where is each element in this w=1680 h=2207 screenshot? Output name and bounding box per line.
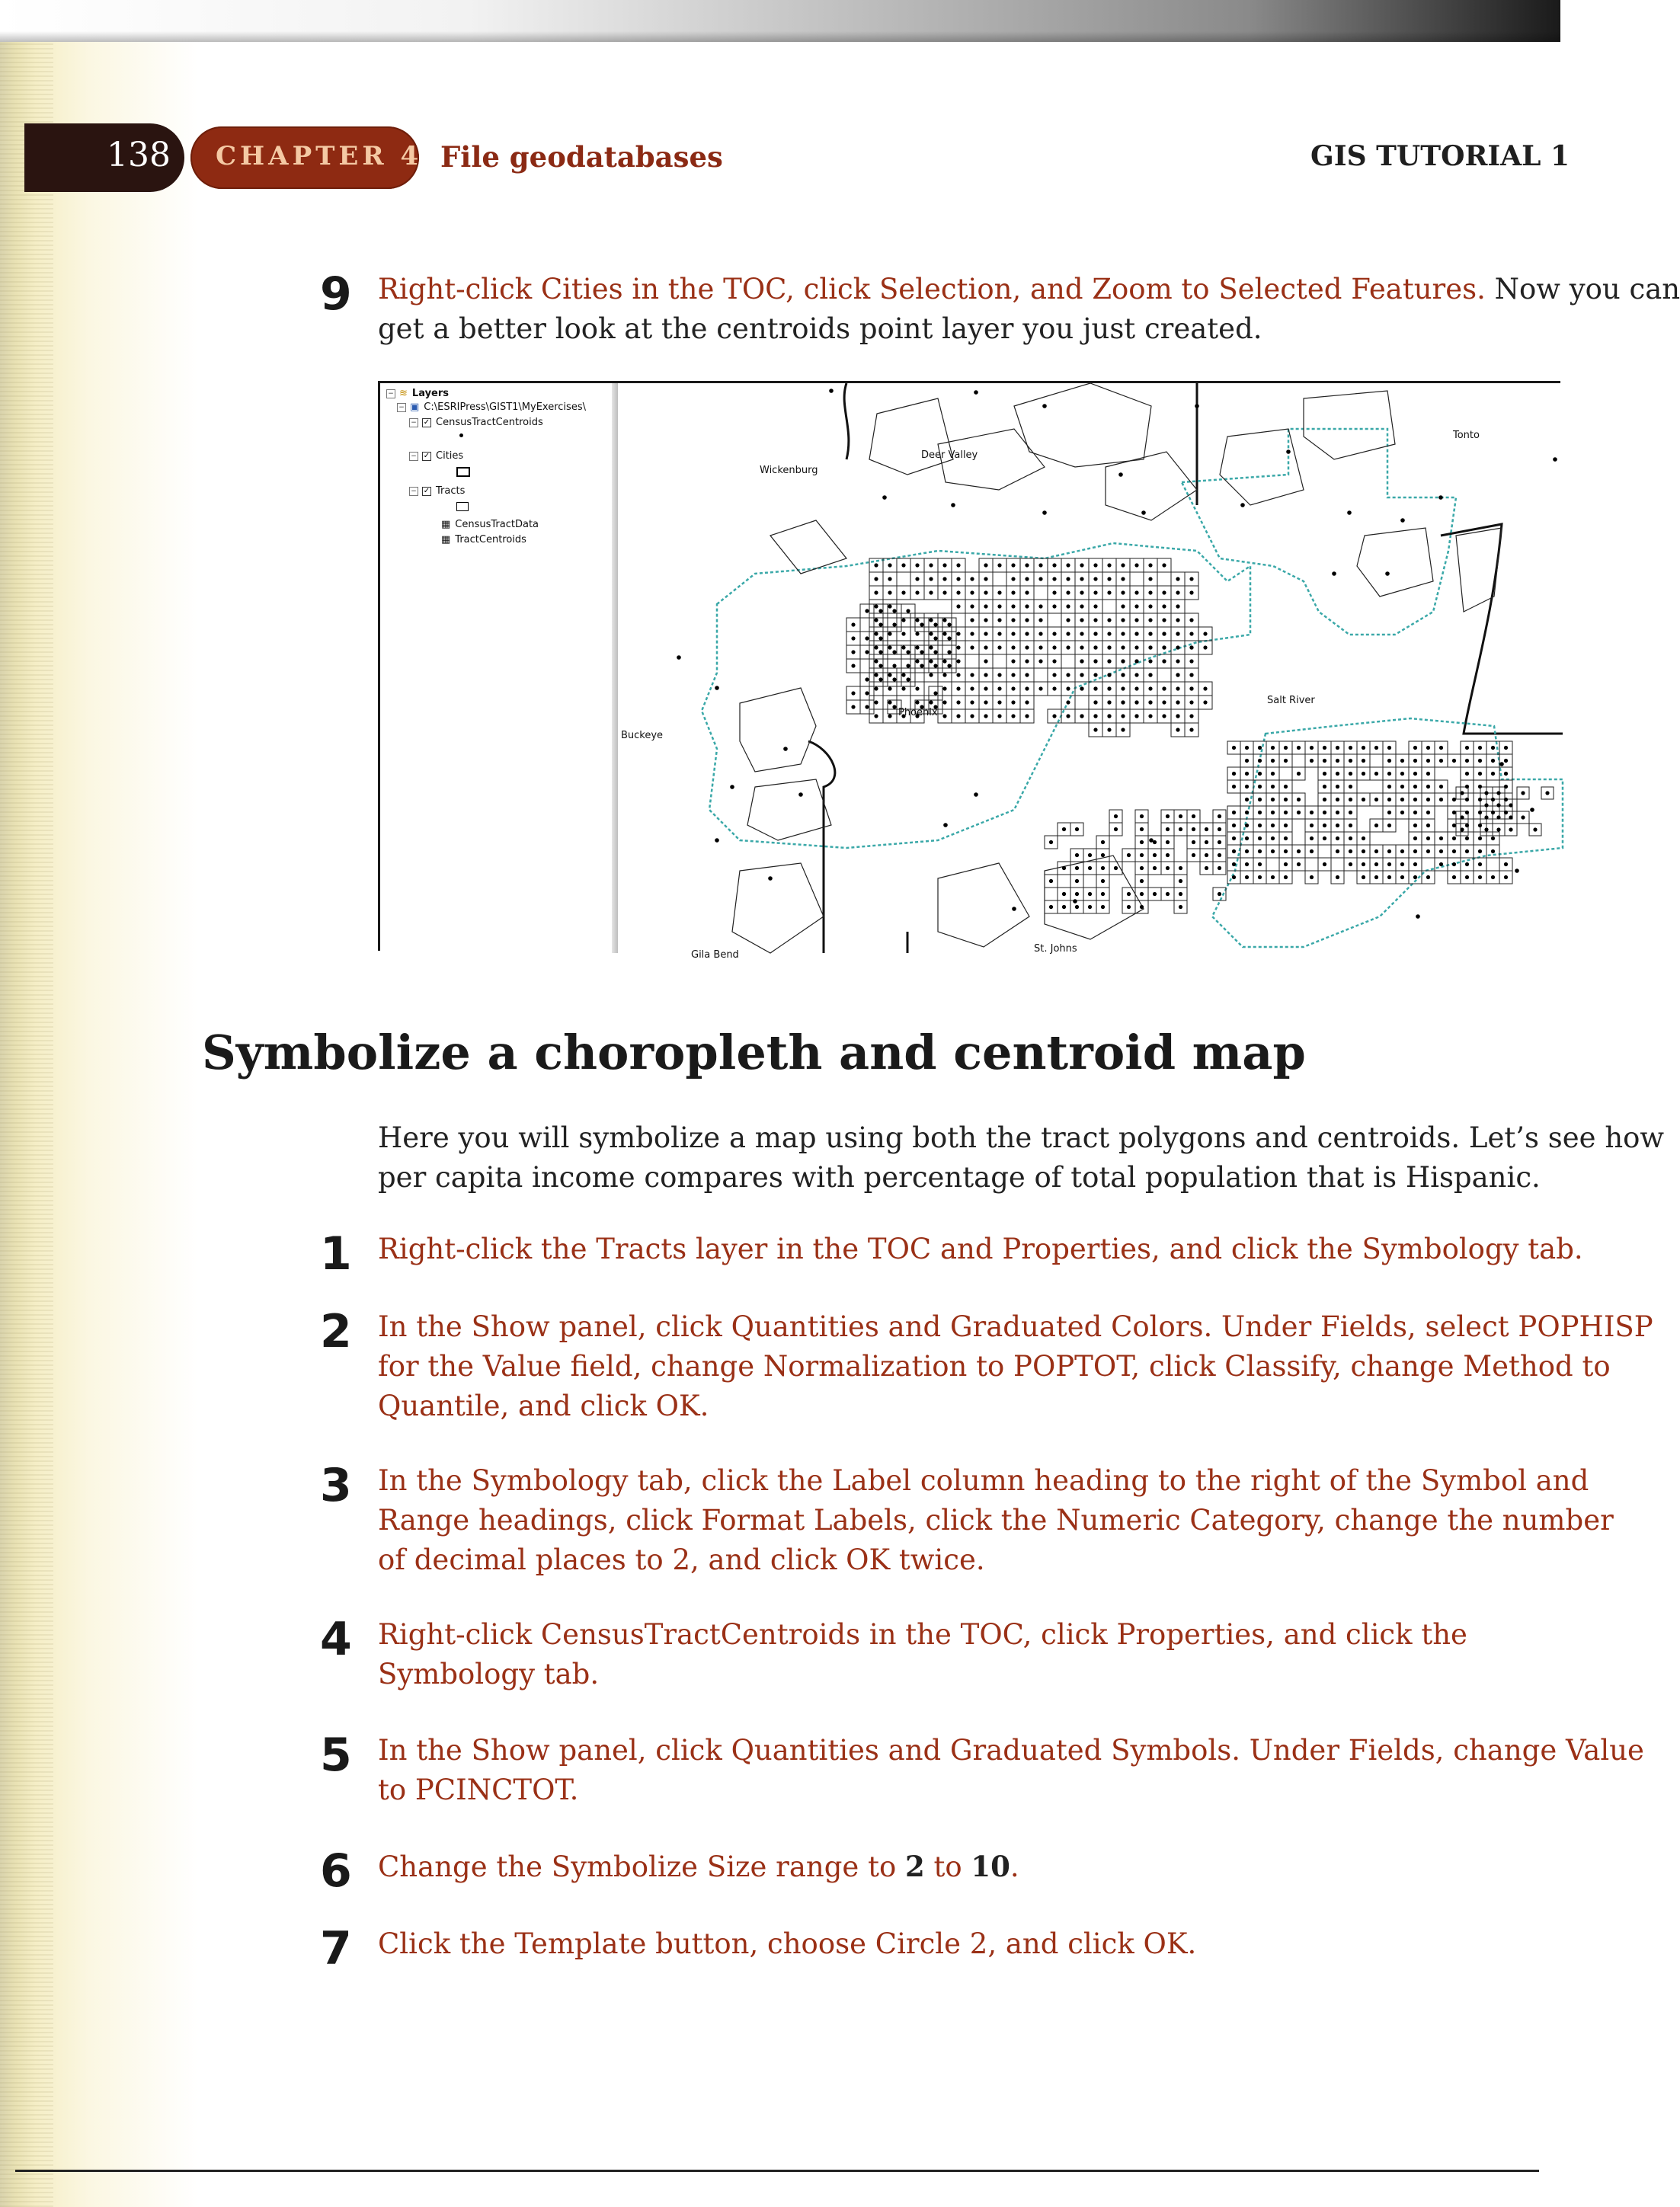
step-line: Symbology tab.: [378, 1658, 600, 1690]
polygon-symbol-icon: [456, 502, 469, 511]
collapse-icon[interactable]: −: [409, 418, 418, 427]
step-number: 2: [320, 1305, 352, 1358]
city-boundaries: [702, 429, 1563, 947]
step-3-text: [378, 1461, 1614, 1580]
toc-root[interactable]: − ≋ Layers: [386, 388, 449, 399]
step-9-line-1: [378, 270, 1680, 309]
intro-line: per capita income compares with percentage of total population that is Hispanic.: [378, 1161, 1541, 1194]
map-view[interactable]: [618, 383, 1563, 961]
scan-top-shadow: [0, 0, 1560, 42]
table-icon: ▦: [441, 534, 451, 545]
step-line: Quantile, and click OK.: [378, 1390, 709, 1422]
step-4-text: [378, 1615, 1467, 1694]
step-5-text: [378, 1731, 1644, 1810]
step-number: 7: [320, 1922, 352, 1975]
chapter-title: File geodatabases: [440, 140, 723, 174]
toc-table-census[interactable]: ▦ CensusTractData: [441, 519, 539, 530]
layer-checkbox[interactable]: ✓: [423, 417, 430, 427]
step-7-text: [378, 1924, 1196, 1964]
step-line: In the Show panel, click Quantities and Graduated Symbols. Under Fields, change Value: [378, 1734, 1644, 1767]
collapse-icon[interactable]: −: [409, 452, 418, 461]
step-line: Right-click CensusTractCentroids in the TOC, click Properties, and click the: [378, 1618, 1467, 1651]
step-line: In the Show panel, click Quantities and Graduated Colors. Under Fields, select POPHISP: [378, 1310, 1653, 1343]
chapter-label: CHAPTER 4: [216, 141, 423, 171]
section-heading: Symbolize a choropleth and centroid map: [202, 1025, 1306, 1080]
step-line: In the Symbology tab, click the Label column heading to the right of the Symbol and: [378, 1464, 1589, 1497]
step-number: 4: [320, 1613, 352, 1666]
step-9-detail-1: Now you can: [1494, 273, 1680, 305]
toc-source-path[interactable]: − ▣ C:\ESRIPress\GIST1\MyExercises\: [397, 401, 586, 413]
polygon-symbol-icon: [456, 467, 470, 477]
arcmap-screenshot: [378, 381, 1560, 961]
toc-splitter[interactable]: [612, 383, 618, 953]
toc-layer-cities[interactable]: − ✓ Cities: [409, 450, 463, 462]
collapse-icon[interactable]: −: [386, 389, 395, 398]
table-icon: ▦: [441, 519, 451, 530]
step-9-action: Right-click Cities in the TOC, click Selection, and Zoom to Selected Features.: [378, 273, 1486, 305]
page-number: 138: [107, 136, 171, 174]
step-line: of decimal places to 2, and click OK twice.: [378, 1543, 985, 1576]
toc-layer-centroids[interactable]: − ✓ CensusTractCentroids: [409, 417, 543, 428]
step-6-text: [378, 1847, 1019, 1887]
place-label-gila-bend: Gila Bend: [691, 949, 739, 961]
step-number: 5: [320, 1729, 352, 1782]
step-6-max-size: 10: [971, 1850, 1010, 1883]
place-label-deer-valley: Deer Valley: [921, 449, 978, 461]
tract-map: [618, 383, 1563, 961]
layer-checkbox[interactable]: ✓: [423, 486, 430, 495]
collapse-icon[interactable]: −: [409, 487, 418, 496]
step-number: 9: [320, 267, 352, 321]
running-head: GIS TUTORIAL 1: [1310, 140, 1570, 172]
step-6-middle: to: [924, 1850, 971, 1883]
section-intro: [378, 1118, 1664, 1198]
place-label-phoenix: Phoenix: [898, 707, 938, 718]
step-1-text: [378, 1230, 1583, 1269]
step-line: Right-click the Tracts layer in the TOC and Properties, and click the Symbology tab.: [378, 1233, 1583, 1265]
step-number: 3: [320, 1459, 352, 1512]
place-label-st-johns: St. Johns: [1034, 943, 1077, 955]
step-9-detail-2: get a better look at the centroids point layer you just created.: [378, 312, 1262, 345]
collapse-icon[interactable]: −: [397, 403, 406, 412]
step-6-suffix: .: [1010, 1850, 1019, 1883]
step-line: for the Value field, change Normalization to POPTOT, click Classify, change Method to: [378, 1350, 1611, 1383]
toc-layer-tracts[interactable]: − ✓ Tracts: [409, 485, 465, 497]
step-line: Range headings, click Format Labels, click the Numeric Category, change the number: [378, 1504, 1614, 1537]
point-symbol-icon: [459, 433, 463, 437]
layer-checkbox[interactable]: ✓: [423, 451, 430, 460]
place-label-wickenburg: Wickenburg: [760, 465, 818, 476]
step-line: to PCINCTOT.: [378, 1774, 579, 1806]
step-6-prefix: Change the Symbolize Size range to: [378, 1850, 905, 1883]
dense-tract-grid: [846, 558, 1554, 913]
place-label-tonto: Tonto: [1453, 430, 1480, 441]
toc-table-centroids[interactable]: ▦ TractCentroids: [441, 534, 526, 545]
step-6-min-size: 2: [905, 1850, 925, 1883]
intro-line: Here you will symbolize a map using both the tract polygons and centroids. Let’s see how: [378, 1121, 1665, 1154]
step-number: 6: [320, 1844, 352, 1898]
step-line: Click the Template button, choose Circle 2, and click OK.: [378, 1927, 1197, 1960]
page-bottom-rule: [15, 2170, 1539, 2172]
step-number: 1: [320, 1227, 352, 1281]
page-spine-texture: [0, 42, 53, 2207]
place-label-buckeye: Buckeye: [621, 730, 664, 741]
folder-icon: ▣: [410, 401, 420, 413]
step-2-text: [378, 1307, 1653, 1426]
table-of-contents: [380, 383, 619, 953]
place-label-salt-river: Salt River: [1267, 695, 1315, 706]
layers-icon: ≋: [399, 388, 408, 399]
